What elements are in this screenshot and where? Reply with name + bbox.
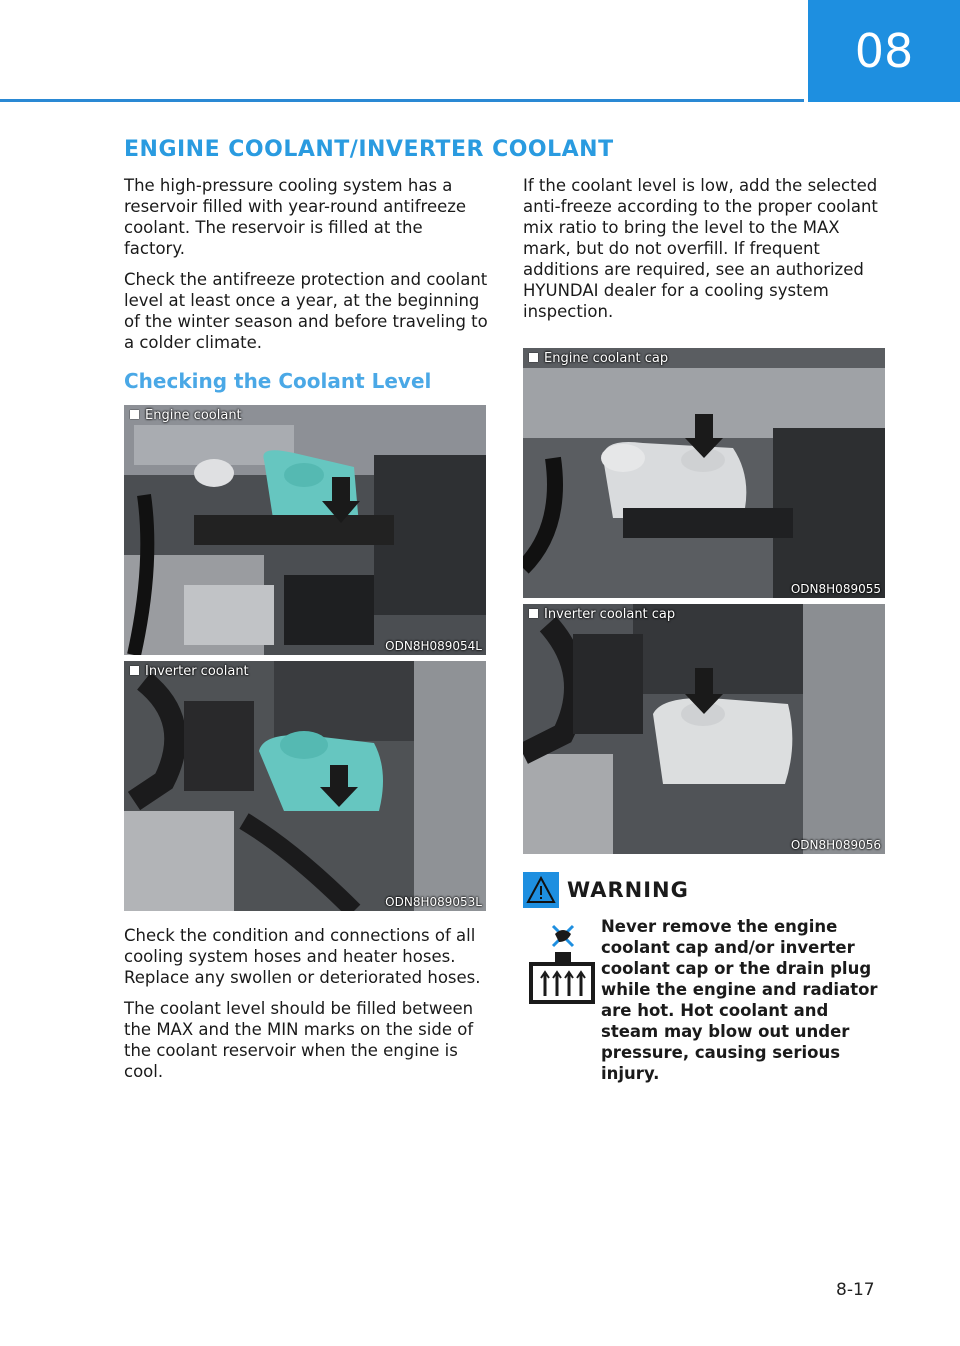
inverter-bay-illustration [124,661,486,911]
level-paragraph: The coolant level should be filled between the MAX and the MIN marks on the side of the coolant reservoir when the engine is cool. [124,999,474,1081]
subheading: Checking the Coolant Level [124,369,432,393]
warning-triangle-icon [523,872,559,908]
chapter-tab [808,0,960,102]
header-rule [0,99,804,102]
right-column [523,175,887,1084]
hoses-paragraph: Check the condition and connections of all cooling system hoses and heater hoses. Replace any swollen or deteriorated hoses. [124,926,481,987]
figure-code: ODN8H089056 [790,838,881,852]
figure-engine-coolant-cap [523,348,885,598]
right-intro-paragraph: If the coolant level is low, add the selected anti-freeze according to the proper coolant mix ratio to bring the level to the MAX mark, but do not overfill. If frequent additions are required, see an authorized HYUNDAI dealer for a cooling system inspection. [523,176,878,321]
chapter-number: 08 [854,24,914,78]
engine-cap-illustration [523,348,885,598]
inverter-cap-illustration [523,604,885,854]
figure-code: ODN8H089054L [385,639,482,653]
left-column [124,175,488,1092]
page-number: 8-17 [836,1280,875,1300]
warning-body [523,916,887,1084]
warning-icons [523,916,601,1084]
intro-paragraph-2: Check the antifreeze protection and coolant level at least once a year, at the beginning of the winter season and before traveling to a colder climate. [124,270,488,352]
intro-paragraph-1: The high-pressure cooling system has a reservoir filled with year-round antifreeze coolant. The reservoir is filled at the factory. [124,176,467,258]
warning-text: Never remove the engine coolant cap and/or inverter coolant cap or the drain plug while the engine and radiator are hot. Hot coolant and steam may blow out under pressure, causing serious injury. [601,917,878,1083]
figure-inverter-coolant-cap [523,604,885,854]
no-hand-icon [553,926,573,946]
engine-bay-illustration [124,405,486,655]
figure-engine-coolant [124,405,486,655]
figure-inverter-coolant [124,661,486,911]
figure-code: ODN8H089055 [790,582,881,596]
section-title: ENGINE COOLANT/INVERTER COOLANT [124,137,614,162]
figure-caption: Engine coolant [130,408,242,423]
figure-code: ODN8H089053L [385,895,482,909]
warning-heading [523,872,887,908]
hot-radiator-icon [529,952,595,1004]
figure-caption: Inverter coolant cap [529,607,675,622]
figure-caption: Engine coolant cap [529,351,668,366]
figure-caption: Inverter coolant [130,664,249,679]
warning-label: WARNING [567,878,689,902]
